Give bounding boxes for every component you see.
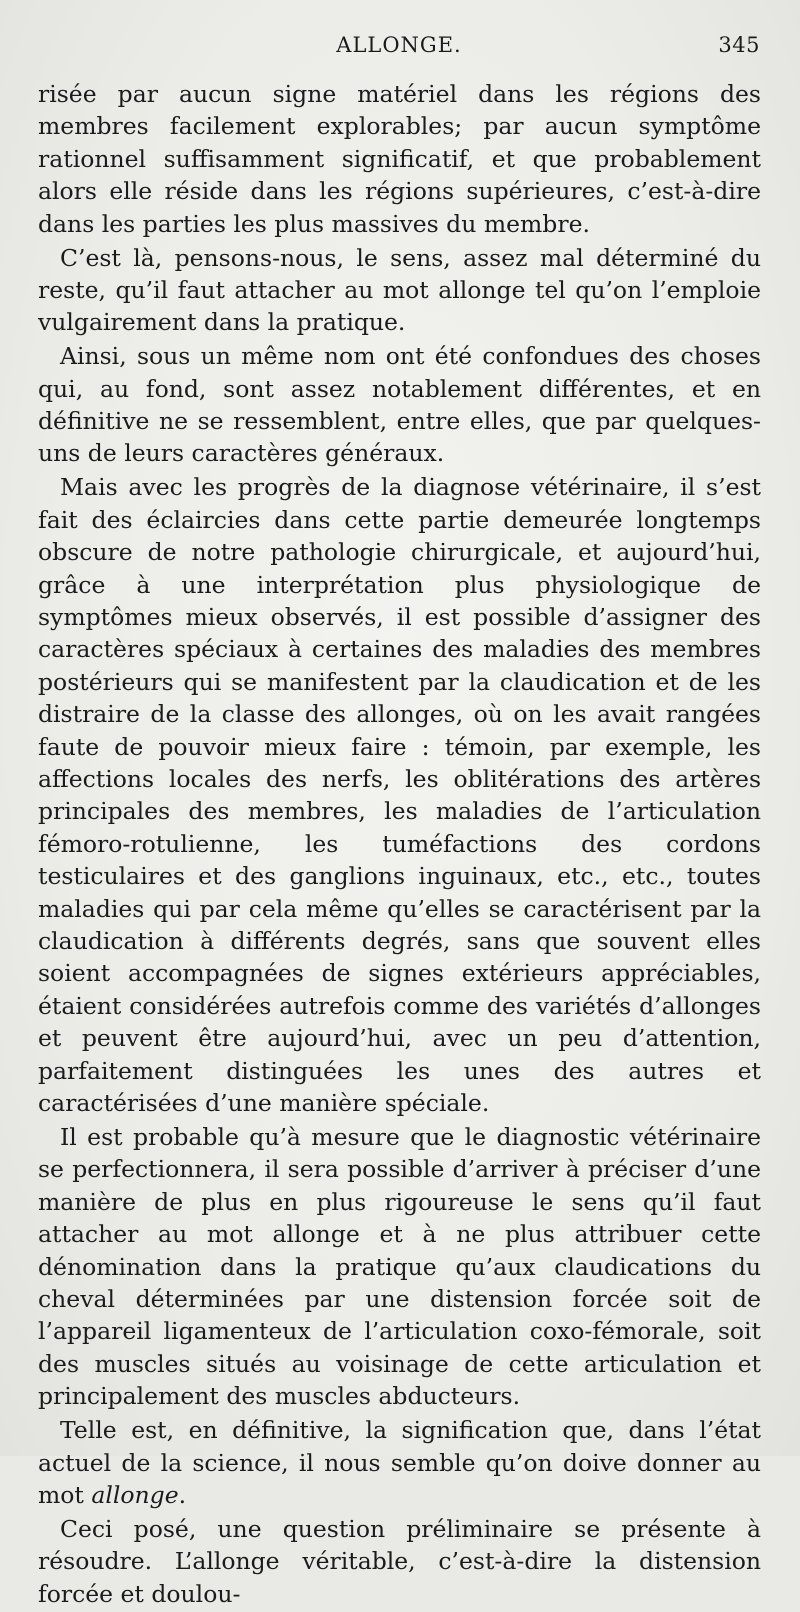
running-title: ALLONGE. — [336, 33, 462, 57]
paragraph-5: Il est probable qu’à mesure que le diagnostic vétérinaire se perfectionnera, il sera possible d’arriver à préciser d’une manière de plus en plus rigoureuse le sens qu’il faut attacher au mot allonge et à ne plus attribuer cette dénomination dans la pratique qu’aux claudications du cheval déterminées par une distension forcée soit de l’appareil ligamenteux de l’articulation coxo-fémorale, soit des muscles situés au voisinage de cette articulation et principalement des muscles abducteurs. — [38, 1123, 761, 1411]
emphasized-word: allonge — [91, 1480, 179, 1509]
paragraph-6-end: . — [178, 1480, 187, 1509]
paragraph-6-text: Telle est, en définitive, la signification que, dans l’état actuel de la science, il nous semble qu’on doive donner au mot — [38, 1416, 761, 1509]
paragraph-1: risée par aucun signe matériel dans les régions des membres facilement explorables; par aucun symptôme rationnel suffisamment significatif, et que probablement alors elle réside dans les régions supérieures, c’est-à-dire dans les parties les plus massives du membre. — [38, 80, 761, 238]
paragraph-3: Ainsi, sous un même nom ont été confondues des choses qui, au fond, sont assez notablement différentes, et en définitive ne se ressemblent, entre elles, que par quelques-uns de leurs caractères généraux. — [38, 342, 761, 468]
paragraph-6 — [38, 1414, 761, 1511]
running-header — [38, 31, 760, 61]
body-text — [38, 78, 761, 1612]
page-number: 345 — [718, 33, 760, 57]
paragraph-2: C’est là, pensons-nous, le sens, assez mal déterminé du reste, qu’il faut attacher au mot allonge tel qu’on l’emploie vulgairement dans la pratique. — [38, 243, 761, 337]
paragraph-7: Ceci posé, une question préliminaire se présente à résoudre. L’allonge véritable, c’est-à-dire la distension forcée et doulou- — [38, 1514, 761, 1608]
paragraph-4: Mais avec les progrès de la diagnose vétérinaire, il s’est fait des éclaircies dans cette partie demeurée longtemps obscure de notre pathologie chirurgicale, et aujourd’hui, grâce à une interprétation plus physiologique de symptômes mieux observés, il est possible d’assigner des caractères spéciaux à certaines des maladies des membres postérieurs qui se manifestent par la claudication et de les distraire de la classe des allonges, où on les avait rangées faute de pouvoir mieux faire : témoin, par exemple, les affections locales des nerfs, les oblitérations des artères principales des membres, les maladies de l’articulation fémoro-rotulienne, les tuméfactions des cordons testiculaires et des ganglions inguinaux, etc., etc., toutes maladies qui par cela même qu’elles se caractérisent par la claudication à différents degrés, sans que souvent elles soient accompagnées de signes extérieurs appréciables, étaient considérées autrefois comme des variétés d’allonges et peuvent être aujourd’hui, avec un peu d’attention, parfaitement distinguées les unes des autres et caractérisées d’une manière spéciale. — [38, 473, 761, 1118]
